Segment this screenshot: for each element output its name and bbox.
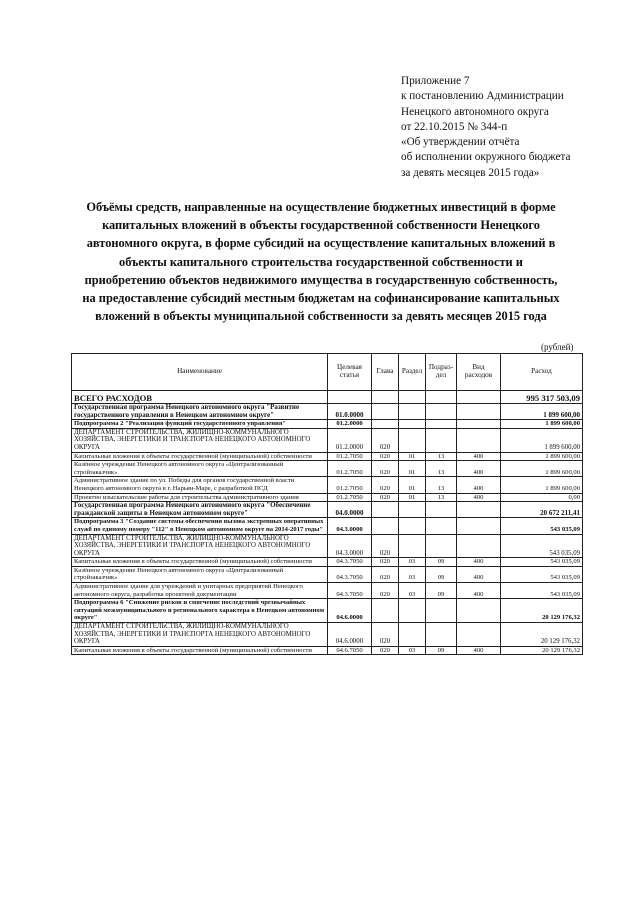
cell-chapter: 020 xyxy=(372,623,399,647)
cell-chapter xyxy=(372,391,399,404)
cell-amount: 0,00 xyxy=(501,493,583,502)
cell-name: Казённое учреждение Ненецкого автономного округа «Централизованный стройзаказчик» xyxy=(72,566,328,582)
cell-subsection: 13 xyxy=(426,461,457,477)
cell-amount: 1 899 600,00 xyxy=(501,420,583,429)
table-row xyxy=(72,404,583,420)
cell-amount: 1 899 600,00 xyxy=(501,404,583,420)
cell-name: Государственная программа Ненецкого автономного округа "Развитие государственного управления в Ненецком автономном округе" xyxy=(72,404,328,420)
annex-line: «Об утверждении отчёта xyxy=(401,136,520,149)
table-row xyxy=(72,420,583,429)
cell-name: Казённое учреждение Ненецкого автономного округа «Централизованный стройзаказчик» xyxy=(72,461,328,477)
header-section: Раздел xyxy=(399,354,426,391)
cell-article: 04.3.7050 xyxy=(328,558,372,567)
cell-name: Капитальные вложения в объекты государственной (муниципальной) собственности xyxy=(72,452,328,461)
cell-subsection xyxy=(426,502,457,518)
cell-expense-type: 400 xyxy=(457,558,501,567)
cell-section: 01 xyxy=(399,493,426,502)
cell-section: 03 xyxy=(399,558,426,567)
cell-expense-type xyxy=(457,428,501,452)
cell-name: Капитальные вложения в объекты государственной (муниципальной) собственности xyxy=(72,558,328,567)
cell-article: 01.2.7050 xyxy=(328,461,372,477)
cell-expense-type xyxy=(457,518,501,534)
cell-amount: 543 035,09 xyxy=(501,566,583,582)
cell-article xyxy=(328,391,372,404)
budget-table-body xyxy=(72,391,583,655)
cell-amount: 20 672 211,41 xyxy=(501,502,583,518)
table-row xyxy=(72,493,583,502)
cell-section: 03 xyxy=(399,583,426,599)
cell-amount: 543 035,09 xyxy=(501,583,583,599)
cell-expense-type: 400 xyxy=(457,493,501,502)
cell-subsection xyxy=(426,428,457,452)
cell-chapter: 020 xyxy=(372,461,399,477)
cell-subsection xyxy=(426,420,457,429)
cell-amount: 20 129 176,32 xyxy=(501,623,583,647)
cell-section xyxy=(399,534,426,558)
cell-subsection: 09 xyxy=(426,558,457,567)
annex-line: к постановлению Администрации xyxy=(401,90,564,103)
cell-chapter: 020 xyxy=(372,583,399,599)
annex-line: за девять месяцев 2015 года» xyxy=(401,166,540,179)
cell-section: 03 xyxy=(399,566,426,582)
cell-article: 04.0.0000 xyxy=(328,502,372,518)
table-row xyxy=(72,646,583,655)
cell-article: 04.3.0000 xyxy=(328,518,372,534)
cell-amount: 543 035,09 xyxy=(501,534,583,558)
cell-amount: 1 899 600,00 xyxy=(501,461,583,477)
cell-name: Проектно изыскательские работы для строительства административного здания xyxy=(72,493,328,502)
header-expense-type: Вид расходов xyxy=(457,354,501,391)
cell-subsection xyxy=(426,623,457,647)
cell-subsection: 09 xyxy=(426,646,457,655)
cell-section: 01 xyxy=(399,477,426,493)
cell-chapter: 020 xyxy=(372,452,399,461)
table-row xyxy=(72,566,583,582)
cell-amount: 1 899 600,00 xyxy=(501,452,583,461)
title-line: автономного округа, в форме субсидий на осуществление капитальных вложений в xyxy=(86,236,556,251)
cell-amount: 543 035,09 xyxy=(501,558,583,567)
cell-amount: 20 129 176,32 xyxy=(501,599,583,623)
cell-chapter xyxy=(372,420,399,429)
cell-expense-type xyxy=(457,502,501,518)
table-row xyxy=(72,534,583,558)
annex-line: об исполнении окружного бюджета xyxy=(401,151,571,164)
cell-chapter xyxy=(372,599,399,623)
title-line: объекты капитального строительства государственной собственности и xyxy=(119,254,523,269)
cell-name: ВСЕГО РАСХОДОВ xyxy=(72,391,328,404)
cell-chapter: 020 xyxy=(372,428,399,452)
annex-line: Приложение 7 xyxy=(401,75,470,87)
cell-chapter: 020 xyxy=(372,566,399,582)
header-amount: Расход xyxy=(501,354,583,391)
cell-section: 01 xyxy=(399,461,426,477)
table-row xyxy=(72,477,583,493)
cell-chapter xyxy=(372,404,399,420)
cell-article: 04.3.0000 xyxy=(328,534,372,558)
annex-line: от 22.10.2015 № 344-п xyxy=(401,120,508,133)
cell-amount: 995 317 503,09 xyxy=(501,391,583,404)
cell-article: 01.2.0000 xyxy=(328,420,372,429)
cell-section xyxy=(399,420,426,429)
title-line: Объёмы средств, направленные на осуществление бюджетных инвестиций в форме xyxy=(86,200,556,214)
cell-article: 04.3.7050 xyxy=(328,583,372,599)
cell-section xyxy=(399,502,426,518)
cell-name: Подпрограмма 3 "Создание системы обеспечения вызова экстренных оперативных служб по единому номеру "112" в Ненецком автономном округе на 2014-2017 годы" xyxy=(72,518,328,534)
cell-expense-type: 400 xyxy=(457,452,501,461)
table-row xyxy=(72,428,583,452)
cell-subsection xyxy=(426,518,457,534)
table-row xyxy=(72,502,583,518)
cell-article: 01.0.0000 xyxy=(328,404,372,420)
cell-amount: 20 129 176,32 xyxy=(501,646,583,655)
cell-expense-type xyxy=(457,404,501,420)
cell-chapter: 020 xyxy=(372,534,399,558)
cell-expense-type xyxy=(457,623,501,647)
annex-line: Ненецкого автономного округа xyxy=(401,105,549,118)
table-row xyxy=(72,623,583,647)
cell-chapter: 020 xyxy=(372,646,399,655)
cell-subsection: 09 xyxy=(426,566,457,582)
cell-subsection xyxy=(426,391,457,404)
cell-name: Государственная программа Ненецкого автономного округа "Обеспечение гражданской защиты в Ненецком автономном округе" xyxy=(72,502,328,518)
cell-article: 01.2.7050 xyxy=(328,493,372,502)
cell-section xyxy=(399,391,426,404)
cell-subsection: 13 xyxy=(426,477,457,493)
cell-expense-type xyxy=(457,391,501,404)
cell-article: 01.2.7050 xyxy=(328,477,372,493)
table-row xyxy=(72,391,583,404)
cell-section: 01 xyxy=(399,452,426,461)
cell-section xyxy=(399,518,426,534)
table-row xyxy=(72,452,583,461)
table-header-row xyxy=(72,354,583,391)
cell-expense-type xyxy=(457,534,501,558)
budget-table xyxy=(71,353,583,655)
header-name: Наименование xyxy=(72,354,328,391)
title-line: вложений в объекты муниципальной собственности за девять месяцев 2015 года xyxy=(95,309,547,324)
header-subsection: Подраз-дел xyxy=(426,354,457,391)
document-title xyxy=(60,198,582,325)
cell-expense-type: 400 xyxy=(457,477,501,493)
cell-chapter xyxy=(372,502,399,518)
cell-name: Административное здание для учреждений и унитарных предприятий Ненецкого автономного округа, разработка проектной документации xyxy=(72,583,328,599)
cell-subsection xyxy=(426,404,457,420)
cell-section: 03 xyxy=(399,646,426,655)
cell-section xyxy=(399,599,426,623)
cell-article: 04.6.0000 xyxy=(328,599,372,623)
title-line: капитальных вложений в объекты государственной собственности Ненецкого xyxy=(102,218,540,233)
cell-article: 04.6.7050 xyxy=(328,646,372,655)
table-row xyxy=(72,461,583,477)
unit-label: (рублей) xyxy=(541,342,574,352)
cell-expense-type: 400 xyxy=(457,646,501,655)
cell-amount: 1 899 600,00 xyxy=(501,428,583,452)
cell-section xyxy=(399,404,426,420)
cell-expense-type xyxy=(457,420,501,429)
cell-subsection: 09 xyxy=(426,583,457,599)
cell-chapter: 020 xyxy=(372,477,399,493)
cell-subsection xyxy=(426,599,457,623)
cell-subsection: 13 xyxy=(426,452,457,461)
cell-name: Подпрограмма 6 "Снижение рисков и смягчение последствий чрезвычайных ситуаций межмуниципального и регионального характера в Ненецком автономном округе" xyxy=(72,599,328,623)
cell-name: Административное здание по ул. Победы для органов государственной власти Ненецкого автономного округа в г. Нарьян-Маре, с разработкой ПСД xyxy=(72,477,328,493)
cell-section xyxy=(399,428,426,452)
cell-subsection xyxy=(426,534,457,558)
cell-chapter: 020 xyxy=(372,558,399,567)
cell-section xyxy=(399,623,426,647)
cell-name: ДЕПАРТАМЕНТ СТРОИТЕЛЬСТВА, ЖИЛИЩНО-КОММУНАЛЬНОГО ХОЗЯЙСТВА, ЭНЕРГЕТИКИ И ТРАНСПОРТА НЕНЕЦКОГО АВТОНОМНОГО ОКРУГА xyxy=(72,534,328,558)
annex-reference xyxy=(401,74,636,181)
cell-amount: 543 035,09 xyxy=(501,518,583,534)
cell-chapter xyxy=(372,518,399,534)
cell-expense-type: 400 xyxy=(457,566,501,582)
table-row xyxy=(72,558,583,567)
table-row xyxy=(72,599,583,623)
cell-name: Подпрограмма 2 "Реализация функций государственного управления" xyxy=(72,420,328,429)
title-line: на предоставление субсидий местным бюджетам на софинансирование капитальных xyxy=(82,291,560,306)
cell-name: ДЕПАРТАМЕНТ СТРОИТЕЛЬСТВА, ЖИЛИЩНО-КОММУНАЛЬНОГО ХОЗЯЙСТВА, ЭНЕРГЕТИКИ И ТРАНСПОРТА НЕНЕЦКОГО АВТОНОМНОГО ОКРУГА xyxy=(72,428,328,452)
cell-name: Капитальные вложения в объекты государственной (муниципальной) собственности xyxy=(72,646,328,655)
cell-article: 04.3.7050 xyxy=(328,566,372,582)
header-article: Целевая статья xyxy=(328,354,372,391)
cell-subsection: 13 xyxy=(426,493,457,502)
cell-expense-type xyxy=(457,599,501,623)
header-chapter: Глава xyxy=(372,354,399,391)
cell-article: 01.2.7050 xyxy=(328,452,372,461)
title-line: приобретению объектов недвижимого имущества в государственную собственность, xyxy=(84,272,558,287)
cell-name: ДЕПАРТАМЕНТ СТРОИТЕЛЬСТВА, ЖИЛИЩНО-КОММУНАЛЬНОГО ХОЗЯЙСТВА, ЭНЕРГЕТИКИ И ТРАНСПОРТА НЕНЕЦКОГО АВТОНОМНОГО ОКРУГА xyxy=(72,623,328,647)
cell-chapter: 020 xyxy=(372,493,399,502)
cell-article: 01.2.0000 xyxy=(328,428,372,452)
table-row xyxy=(72,518,583,534)
cell-article: 04.6.0000 xyxy=(328,623,372,647)
cell-expense-type: 400 xyxy=(457,583,501,599)
table-row xyxy=(72,583,583,599)
cell-expense-type: 400 xyxy=(457,461,501,477)
cell-amount: 1 899 600,00 xyxy=(501,477,583,493)
